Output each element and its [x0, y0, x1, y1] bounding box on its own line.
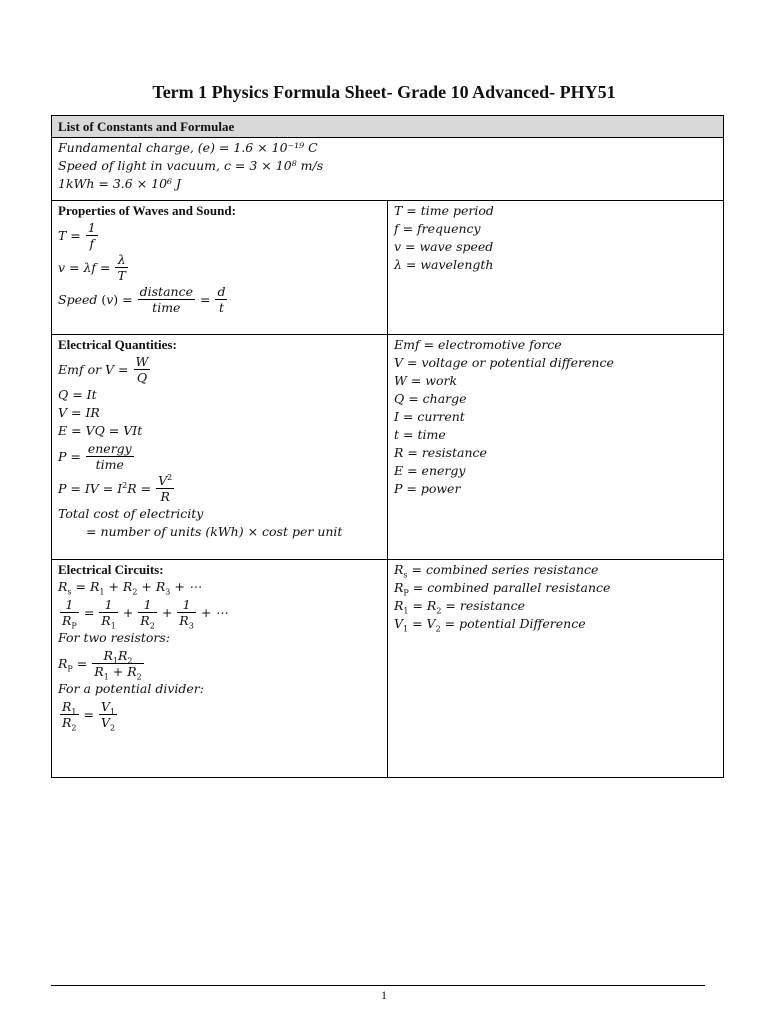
- constant-line: Fundamental charge, (e) = 1.6 × 10⁻¹⁹ C: [58, 140, 318, 155]
- divider-label: For a potential divider:: [58, 681, 204, 696]
- formula-cost-label: Total cost of electricity: [58, 506, 204, 521]
- definition-line: f = frequency: [394, 221, 481, 236]
- definition-line: $R_P$ = combined parallel resistance: [394, 580, 611, 598]
- formula-parallel: $\frac{1}{R_P}$ = $\frac{1}{R_1}$ + $\frac{1}{R_2}$ + $\frac{1}{R_3}$ + ⋯: [62, 597, 228, 631]
- definition-line: Q = charge: [394, 391, 467, 406]
- formula-two-resistors: $R_P$ = $\frac{R_1R_2}{R_1 + R_2}$: [58, 648, 142, 682]
- electrical-heading: Electrical Quantities:: [58, 337, 177, 352]
- definition-line: W = work: [394, 373, 458, 388]
- electrical-formulas-cell: [52, 335, 388, 560]
- definition-line: I = current: [394, 409, 465, 424]
- waves-definitions-cell: [388, 201, 724, 335]
- footer-divider: [51, 985, 705, 986]
- formula-potential-divider: $\frac{R_1}{R_2}$ = $\frac{V_1}{V_2}$: [62, 699, 116, 733]
- constants-cell: [52, 138, 724, 201]
- constant-line: 1kWh = 3.6 × 10⁶ J: [58, 176, 182, 191]
- circuits-formulas-cell: [52, 560, 388, 778]
- definition-line: E = energy: [394, 463, 466, 478]
- formula-period: T = $\frac{1}{f}$: [58, 220, 96, 251]
- circuits-definitions-cell: [388, 560, 724, 778]
- definition-line: T = time period: [394, 203, 494, 218]
- waves-heading: Properties of Waves and Sound:: [58, 203, 236, 218]
- formula-table: [51, 115, 724, 778]
- definition-line: $R_s$ = combined series resistance: [394, 562, 599, 580]
- definition-line: V = voltage or potential difference: [394, 355, 614, 370]
- page-title: Term 1 Physics Formula Sheet- Grade 10 Advanced- PHY51: [152, 82, 616, 102]
- definition-line: λ = wavelength: [394, 257, 494, 272]
- definition-line: t = time: [394, 427, 446, 442]
- formula-emf: Emf or V = $\frac{W}{Q}$: [58, 354, 149, 385]
- formula-speed: Speed (v) = $\frac{\text{distance}}{\text{time}}$ = $\frac{d}{t}$: [58, 284, 226, 315]
- constants-header: List of Constants and Formulae: [52, 116, 724, 138]
- definition-line: R = resistance: [394, 445, 487, 460]
- formula-ohm: V = IR: [58, 405, 100, 420]
- two-resistors-label: For two resistors:: [58, 630, 171, 645]
- definition-line: Emf = electromotive force: [394, 337, 562, 352]
- definition-line: $R_1 = R_2$ = resistance: [394, 598, 525, 616]
- electrical-definitions-cell: [388, 335, 724, 560]
- formula-cost: = number of units (kWh) × cost per unit: [86, 524, 343, 539]
- constant-line: Speed of light in vacuum, c = 3 × 10⁸ m/s: [58, 158, 324, 173]
- formula-charge: Q = It: [58, 387, 97, 402]
- formula-energy: E = VQ = VIt: [58, 423, 143, 438]
- definition-line: v = wave speed: [394, 239, 494, 254]
- formula-wave-speed: v = λf = $\frac{\lambda}{T}$: [58, 252, 126, 283]
- definition-line: P = power: [394, 481, 461, 496]
- formula-series: $R_s = R_1 + R_2 + R_3$ + ⋯: [58, 579, 202, 597]
- formula-power-energy: P = $\frac{\text{energy}}{\text{time}}$: [58, 441, 132, 472]
- formula-power: P = IV = $I^2R$ = $\frac{V^2}{R}$: [58, 472, 173, 504]
- circuits-heading: Electrical Circuits:: [58, 562, 164, 577]
- definition-line: $V_1 = V_2$ = potential Difference: [394, 616, 586, 634]
- waves-formulas-cell: [52, 201, 388, 335]
- page-number: 1: [381, 988, 387, 1002]
